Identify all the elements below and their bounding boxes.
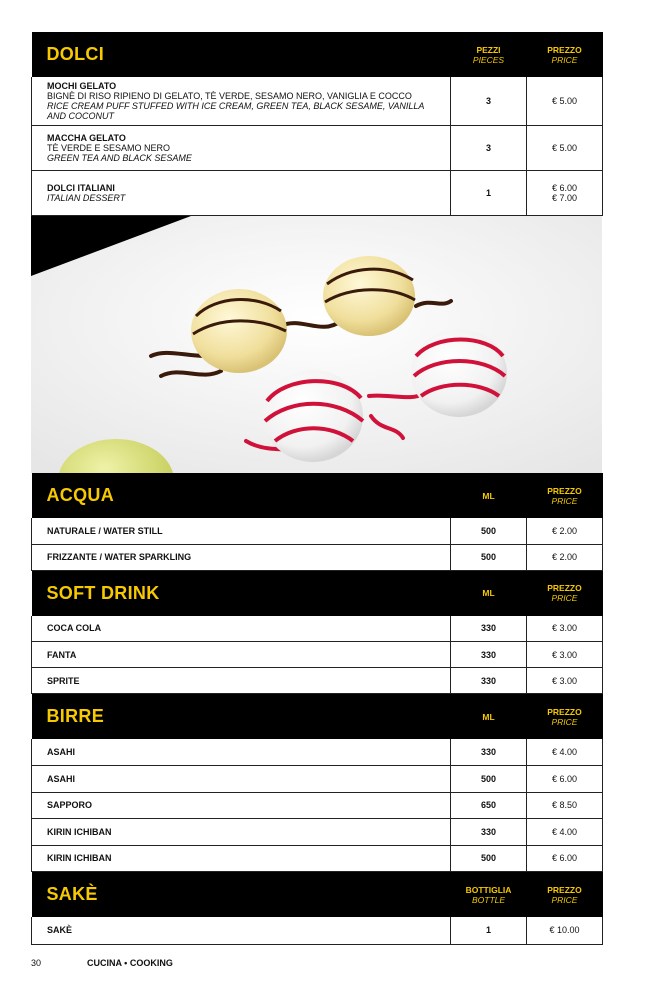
section-header [32, 32, 603, 77]
menu-row [32, 819, 603, 846]
menu-row [32, 518, 603, 544]
column-header-price: PREZZO PRICE [527, 473, 603, 518]
item-price: € 2.00 [527, 544, 603, 570]
item-price: € 3.00 [527, 642, 603, 668]
menu-row [32, 544, 603, 570]
item-name: KIRIN ICHIBAN [32, 819, 451, 846]
item-price: € 4.00 [527, 739, 603, 766]
menu-row [32, 126, 603, 171]
item-price: € 6.00 [527, 766, 603, 793]
column-header-price: PREZZO PRICE [527, 872, 603, 917]
menu-row [32, 917, 603, 944]
item-price: € 2.00 [527, 518, 603, 544]
section-soft-drink [31, 571, 603, 695]
item-qty: 500 [451, 766, 527, 793]
section-header [32, 694, 603, 739]
item-price: € 5.00 [527, 126, 603, 171]
section-header [32, 571, 603, 616]
menu-row [32, 845, 603, 872]
item-qty: 1 [451, 171, 527, 216]
section-title: SOFT DRINK [32, 571, 451, 616]
mochi-dessert-image [31, 216, 602, 473]
item-name: MOCHI GELATO BIGNÈ DI RISO RIPIENO DI GELATO, TÈ VERDE, SESAMO NERO, VANIGLIA E COCCO RICE CREAM PUFF STUFFED WITH ICE CREAM, GREEN TEA, BLACK SESAME, VANILLA AND COCONUT [32, 77, 451, 126]
item-name: ASAHI [32, 739, 451, 766]
item-price: € 10.00 [527, 917, 603, 944]
section-sake [31, 872, 603, 945]
item-name: FANTA [32, 642, 451, 668]
item-price: € 3.00 [527, 616, 603, 642]
section-title: ACQUA [32, 473, 451, 518]
item-name: MACCHA GELATO TÈ VERDE E SESAMO NERO GREEN TEA AND BLACK SESAME [32, 126, 451, 171]
item-qty: 330 [451, 739, 527, 766]
column-header-qty: PEZZI PIECES [451, 32, 527, 77]
column-header-price: PREZZO PRICE [527, 571, 603, 616]
menu-row [32, 668, 603, 694]
menu-row [32, 642, 603, 668]
section-dolci [31, 32, 603, 216]
item-price: € 5.00 [527, 77, 603, 126]
item-qty: 650 [451, 792, 527, 819]
item-name: SAPPORO [32, 792, 451, 819]
column-header-price: PREZZO PRICE [527, 32, 603, 77]
item-name: KIRIN ICHIBAN [32, 845, 451, 872]
item-qty: 3 [451, 77, 527, 126]
item-qty: 330 [451, 668, 527, 694]
section-title: SAKÈ [32, 872, 451, 917]
item-name: COCA COLA [32, 616, 451, 642]
item-price: € 3.00 [527, 668, 603, 694]
menu-row [32, 77, 603, 126]
menu-row [32, 171, 603, 216]
menu [31, 32, 602, 945]
item-price: € 6.00 [527, 845, 603, 872]
item-name: SAKÈ [32, 917, 451, 944]
item-qty: 330 [451, 642, 527, 668]
item-price: € 8.50 [527, 792, 603, 819]
section-header [32, 872, 603, 917]
column-header-price: PREZZO PRICE [527, 694, 603, 739]
item-qty: 500 [451, 544, 527, 570]
section-header [32, 473, 603, 518]
menu-row [32, 792, 603, 819]
dessert-photo [31, 216, 602, 473]
item-qty: 1 [451, 917, 527, 944]
item-name: FRIZZANTE / WATER SPARKLING [32, 544, 451, 570]
item-qty: 330 [451, 819, 527, 846]
item-name: DOLCI ITALIANI ITALIAN DESSERT [32, 171, 451, 216]
page-number: 30 [31, 958, 42, 968]
column-header-qty: ML [451, 473, 527, 518]
menu-row [32, 739, 603, 766]
section-title: BIRRE [32, 694, 451, 739]
footer-label: CUCINA • COOKING [87, 958, 173, 968]
column-header-qty: BOTTIGLIA BOTTLE [451, 872, 527, 917]
item-qty: 330 [451, 616, 527, 642]
section-birre [31, 694, 603, 872]
menu-row [32, 766, 603, 793]
item-qty: 500 [451, 518, 527, 544]
item-name: SPRITE [32, 668, 451, 694]
item-price: € 6.00 € 7.00 [527, 171, 603, 216]
section-acqua [31, 473, 603, 571]
item-name: ASAHI [32, 766, 451, 793]
column-header-qty: ML [451, 571, 527, 616]
section-title: DOLCI [32, 32, 451, 77]
item-name: NATURALE / WATER STILL [32, 518, 451, 544]
column-header-qty: ML [451, 694, 527, 739]
item-price: € 4.00 [527, 819, 603, 846]
item-qty: 3 [451, 126, 527, 171]
menu-row [32, 616, 603, 642]
item-qty: 500 [451, 845, 527, 872]
